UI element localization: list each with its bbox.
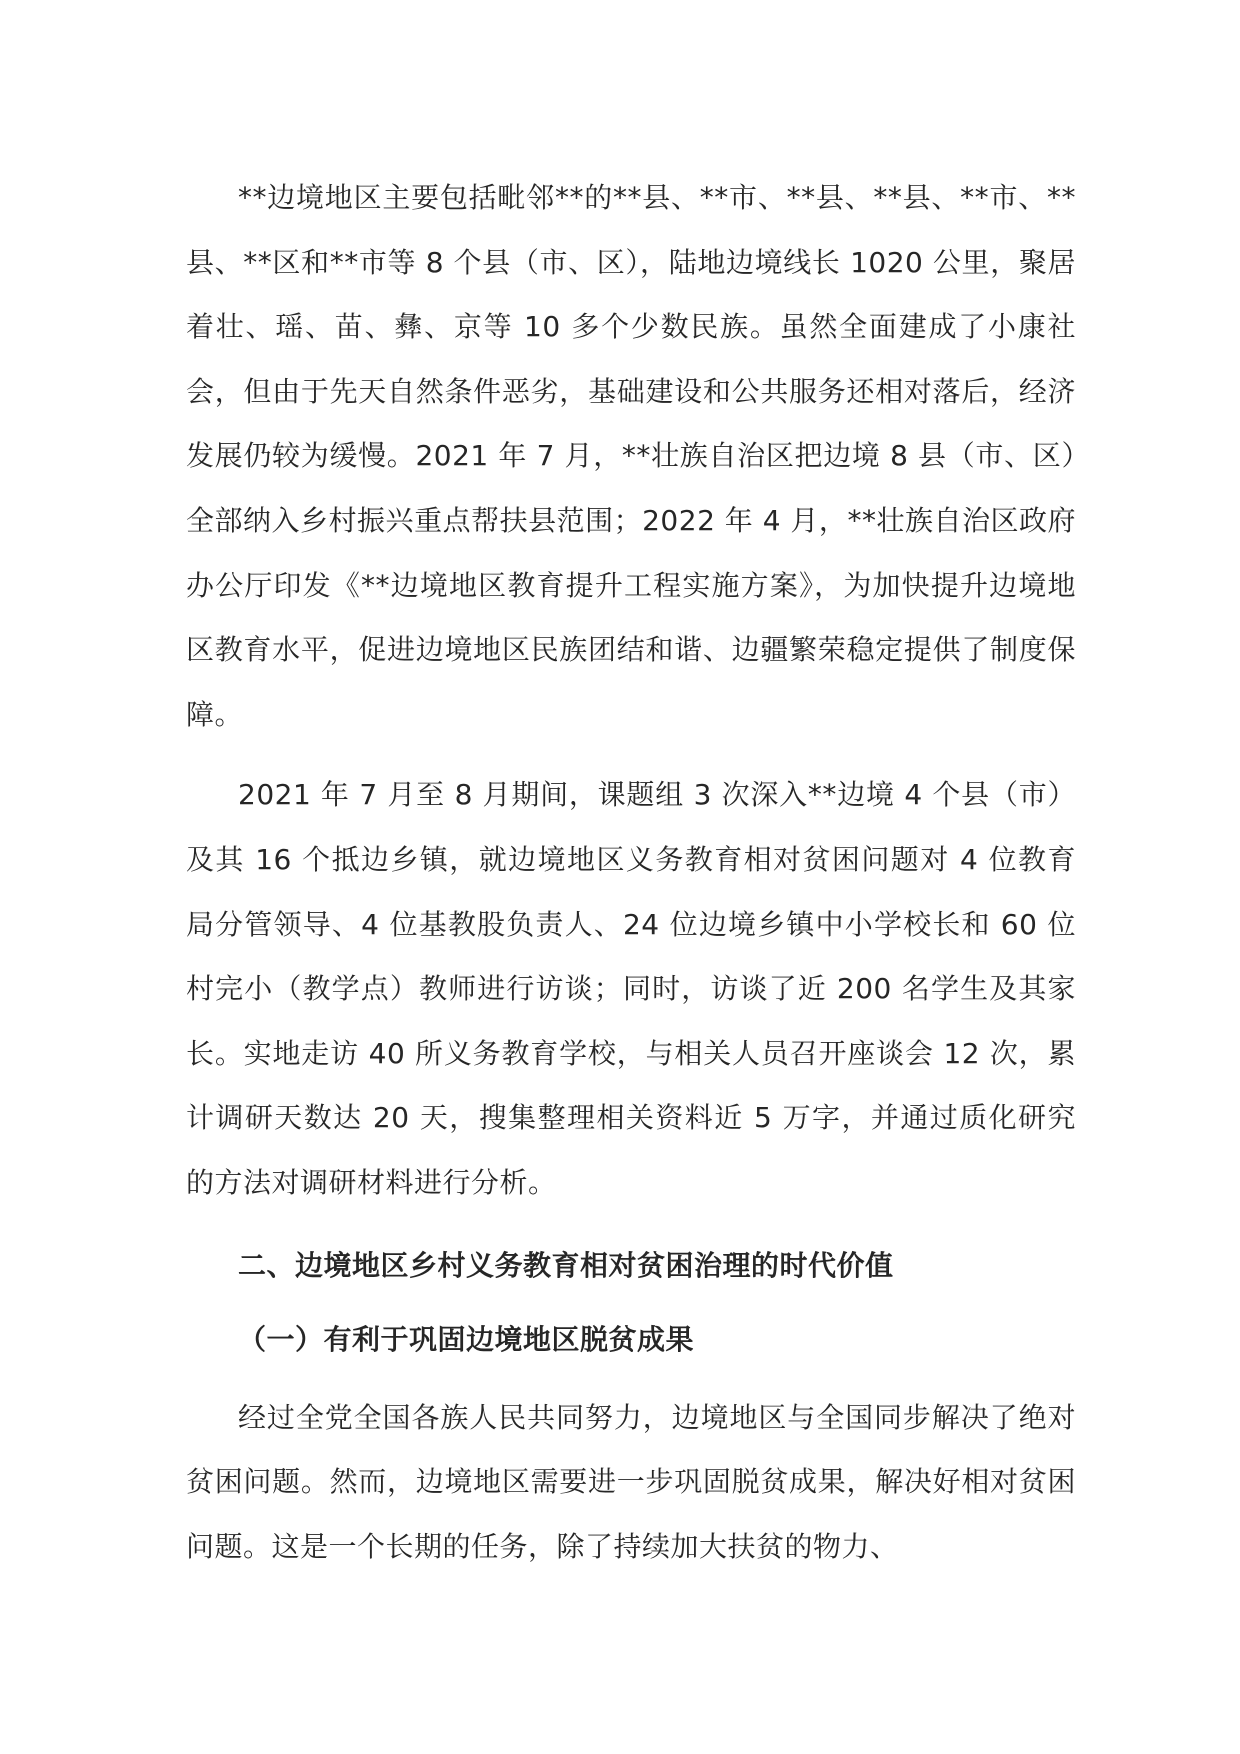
paragraph-consolidation: 经过全党全国各族人民共同努力，边境地区与全国同步解决了绝对贫困问题。然而，边境地区需要进一步巩固脱贫成果，解决好相对贫困问题。这是一个长期的任务，除了持续加大扶贫的物力、 bbox=[186, 1400, 1076, 1563]
document-body bbox=[186, 166, 1076, 1579]
section-heading: 二、边境地区乡村义务教育相对贫困治理的时代价值 bbox=[238, 1248, 894, 1282]
subsection-heading: （一）有利于巩固边境地区脱贫成果 bbox=[238, 1322, 695, 1356]
paragraph-research-method: 2021 年 7 月至 8 月期间，课题组 3 次深入**边境 4 个县（市）及其 16 个抵边乡镇，就边境地区义务教育相对贫困问题对 4 位教育局分管领导、4 位基教股负责人、24 位边境乡镇中小学校长和 60 位村完小（教学点）教师进行访谈；同时，访谈了近 200 名学生及其家长。实地走访 40 所义务教育学校，与相关人员召开座谈会 12 次，累计调研天数达 20 天，搜集整理相关资料近 5 万字，并通过质化研究的方法对调研材料进行分析。 bbox=[186, 778, 1076, 1199]
paragraph-border-region-overview: **边境地区主要包括毗邻**的**县、**市、**县、**县、**市、**县、**区和**市等 8 个县（市、区），陆地边境线长 1020 公里，聚居着壮、瑶、苗、彝、京等 10 多个少数民族。虽然全面建成了小康社会，但由于先天自然条件恶劣，基础建设和公共服务还相对落后，经济发展仍较为缓慢。2021 年 7 月，**壮族自治区把边境 8 县（市、区）全部纳入乡村振兴重点帮扶县范围；2022 年 4 月，**壮族自治区政府办公厅印发《**边境地区教育提升工程实施方案》，为加快提升边境地区教育水平，促进边境地区民族团结和谐、边疆繁荣稳定提供了制度保障。 bbox=[186, 181, 1076, 731]
